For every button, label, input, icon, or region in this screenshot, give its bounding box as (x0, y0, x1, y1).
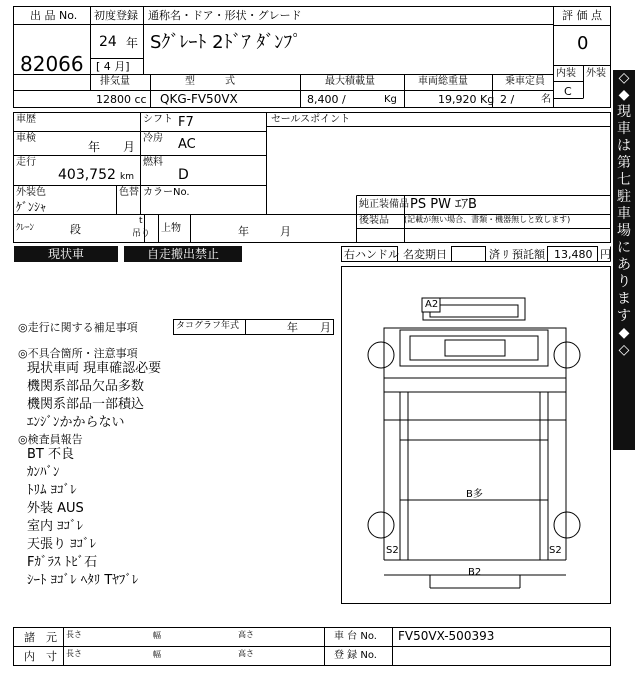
recycle-unit: 円 (600, 248, 611, 261)
interior-grade: C (564, 85, 572, 98)
gross-weight-label: 車両総重量 (418, 76, 468, 87)
damage-mark-a2: A2 (425, 299, 439, 310)
equipment-value: PS PW ｴｱB (410, 197, 477, 212)
bodywork-month: 月 (280, 225, 291, 238)
mileage-value: 403,752 (58, 167, 116, 183)
tacho-label: タコグラフ年式 (176, 321, 240, 331)
gross-weight-value: 19,920 Kg (438, 93, 495, 106)
inspector-item: Fｶﾞﾗｽ ﾄﾋﾞ石 (27, 555, 98, 570)
mileage-unit: km (120, 172, 134, 182)
mileage-label: 走行 (16, 157, 36, 168)
defect-item: 現状車両 現車確認必要 (27, 361, 162, 376)
inspector-item: BT 不良 (27, 447, 74, 462)
damage-mark-b-many: B多 (466, 489, 483, 500)
first-reg-label: 初度登録 (94, 9, 138, 22)
capacity-label: 乗車定員 (505, 76, 545, 87)
ac-value: AC (178, 137, 196, 152)
defect-item: 機関系部品一部積込 (27, 397, 145, 412)
shift-value: F7 (178, 115, 194, 130)
defects-title: ◎不具合箇所・注意事項 (18, 347, 138, 360)
inspector-item: ｶﾝﾊﾞﾝ (27, 465, 60, 480)
score-label: 評 価 点 (562, 9, 602, 22)
lot-number: 82066 (20, 52, 84, 76)
tacho-month: 月 (320, 321, 331, 334)
damage-mark-s2-right: S2 (549, 545, 562, 556)
type-label: 型 式 (185, 76, 235, 87)
defect-item: ｴﾝｼﾞﾝかからない (27, 415, 125, 430)
name-label: 通称名・ドア・形状・グレード (148, 9, 302, 22)
color-label: 外装色 (16, 187, 46, 198)
width-label: 幅 (153, 650, 161, 659)
length-label: 長さ (66, 630, 82, 639)
crane-hook: 吊り (132, 229, 151, 239)
displacement-value: 12800 cc (96, 93, 147, 106)
aftermarket-label: 後装品 (359, 215, 389, 226)
reg-year-unit: 年 (126, 36, 139, 50)
inspection-label: 車検 (16, 133, 36, 144)
damage-mark-s2-left: S2 (386, 545, 399, 556)
recycle-label: ﾘ 預託額 (503, 248, 545, 261)
driving-title: ◎走行に関する補足事項 (18, 321, 138, 334)
recycle-prefix: 済 (489, 248, 500, 261)
max-load-label: 最大積載量 (325, 76, 375, 87)
type-value: QKG-FV50VX (160, 92, 238, 106)
handle-value: 右ハンドル (344, 248, 399, 261)
bodywork-year: 年 (238, 225, 249, 238)
displacement-label: 排気量 (100, 76, 130, 87)
sales-point-label: セールスポイント (271, 114, 351, 125)
reg-year: 24 (99, 34, 117, 50)
inner-dim-label: 内 寸 (24, 650, 57, 663)
ac-label: 冷房 (143, 133, 163, 144)
no-self-drive-flag: 自走搬出禁止 (124, 246, 242, 262)
capacity-value: 2 / (500, 93, 515, 106)
history-label: 車歴 (16, 114, 36, 125)
max-load-unit: Kg (384, 94, 397, 105)
crane-label: ｸﾚｰﾝ (16, 223, 35, 233)
damage-mark-b2: B2 (468, 567, 482, 578)
color-change-label: 色替 (119, 187, 139, 198)
inspector-item: 天張り ﾖｺﾞﾚ (27, 537, 97, 552)
capacity-unit: 名 (541, 94, 551, 105)
lot-label: 出 品 No. (30, 9, 78, 22)
color-value: ｹﾞﾝｼｬ (16, 200, 47, 214)
height-label: 高さ (238, 630, 254, 639)
inspector-item: ｼｰﾄ ﾖｺﾞﾚ ﾍﾀﾘ Tﾔﾌﾞﾚ (27, 573, 139, 588)
crane-ton: t (139, 216, 143, 226)
width-label: 幅 (153, 631, 161, 640)
equipment-label: 純正装備品 (359, 199, 409, 210)
defect-item: 機関系部品欠品多数 (27, 379, 145, 394)
aftermarket-note: (記載が無い場合、書類・機器無しと致します) (404, 215, 571, 224)
chassis-value: FV50VX-500393 (398, 629, 495, 643)
fuel-label: 燃料 (143, 157, 163, 168)
inspection-year: 年 (88, 140, 101, 154)
current-state-flag: 現状車 (14, 246, 118, 262)
length-label: 長さ (66, 649, 82, 658)
inspector-item: 外装 AUS (27, 501, 84, 516)
model-name: Sｸﾞﾚｰﾄ 2ﾄﾞｱ ﾀﾞﾝﾌﾟ (150, 32, 302, 53)
chassis-label: 車 台 No. (334, 631, 377, 642)
tacho-year: 年 (287, 321, 298, 334)
name-change-label: 名変期日 (403, 248, 447, 261)
max-load-value: 8,400 / (307, 93, 346, 106)
inspector-title: ◎検査員報告 (18, 433, 83, 446)
score-value: 0 (577, 33, 589, 54)
crane-stage: 段 (70, 223, 81, 236)
exterior-label: 外装 (586, 68, 606, 79)
inspector-item: ﾄﾘﾑ ﾖｺﾞﾚ (27, 483, 77, 498)
height-label: 高さ (238, 649, 254, 658)
spec-dim-label: 諸 元 (24, 631, 57, 644)
fuel-value: D (178, 167, 189, 183)
inspector-item: 室内 ﾖｺﾞﾚ (27, 519, 84, 534)
recycle-amount: 13,480 (554, 248, 593, 261)
color-code-label: カラーNo. (143, 187, 190, 198)
shift-label: シフト (143, 114, 173, 125)
inspection-month: 月 (123, 140, 136, 154)
registration-label: 登 録 No. (334, 650, 377, 661)
bodywork-label: 上物 (161, 223, 181, 234)
side-notice: ◇ ◆ 現 車 は 第 七 駐 車 場 に あ り ま す ◆ ◇ (613, 70, 635, 450)
interior-label: 内装 (556, 68, 576, 79)
reg-month: [ 4 月] (96, 60, 130, 73)
